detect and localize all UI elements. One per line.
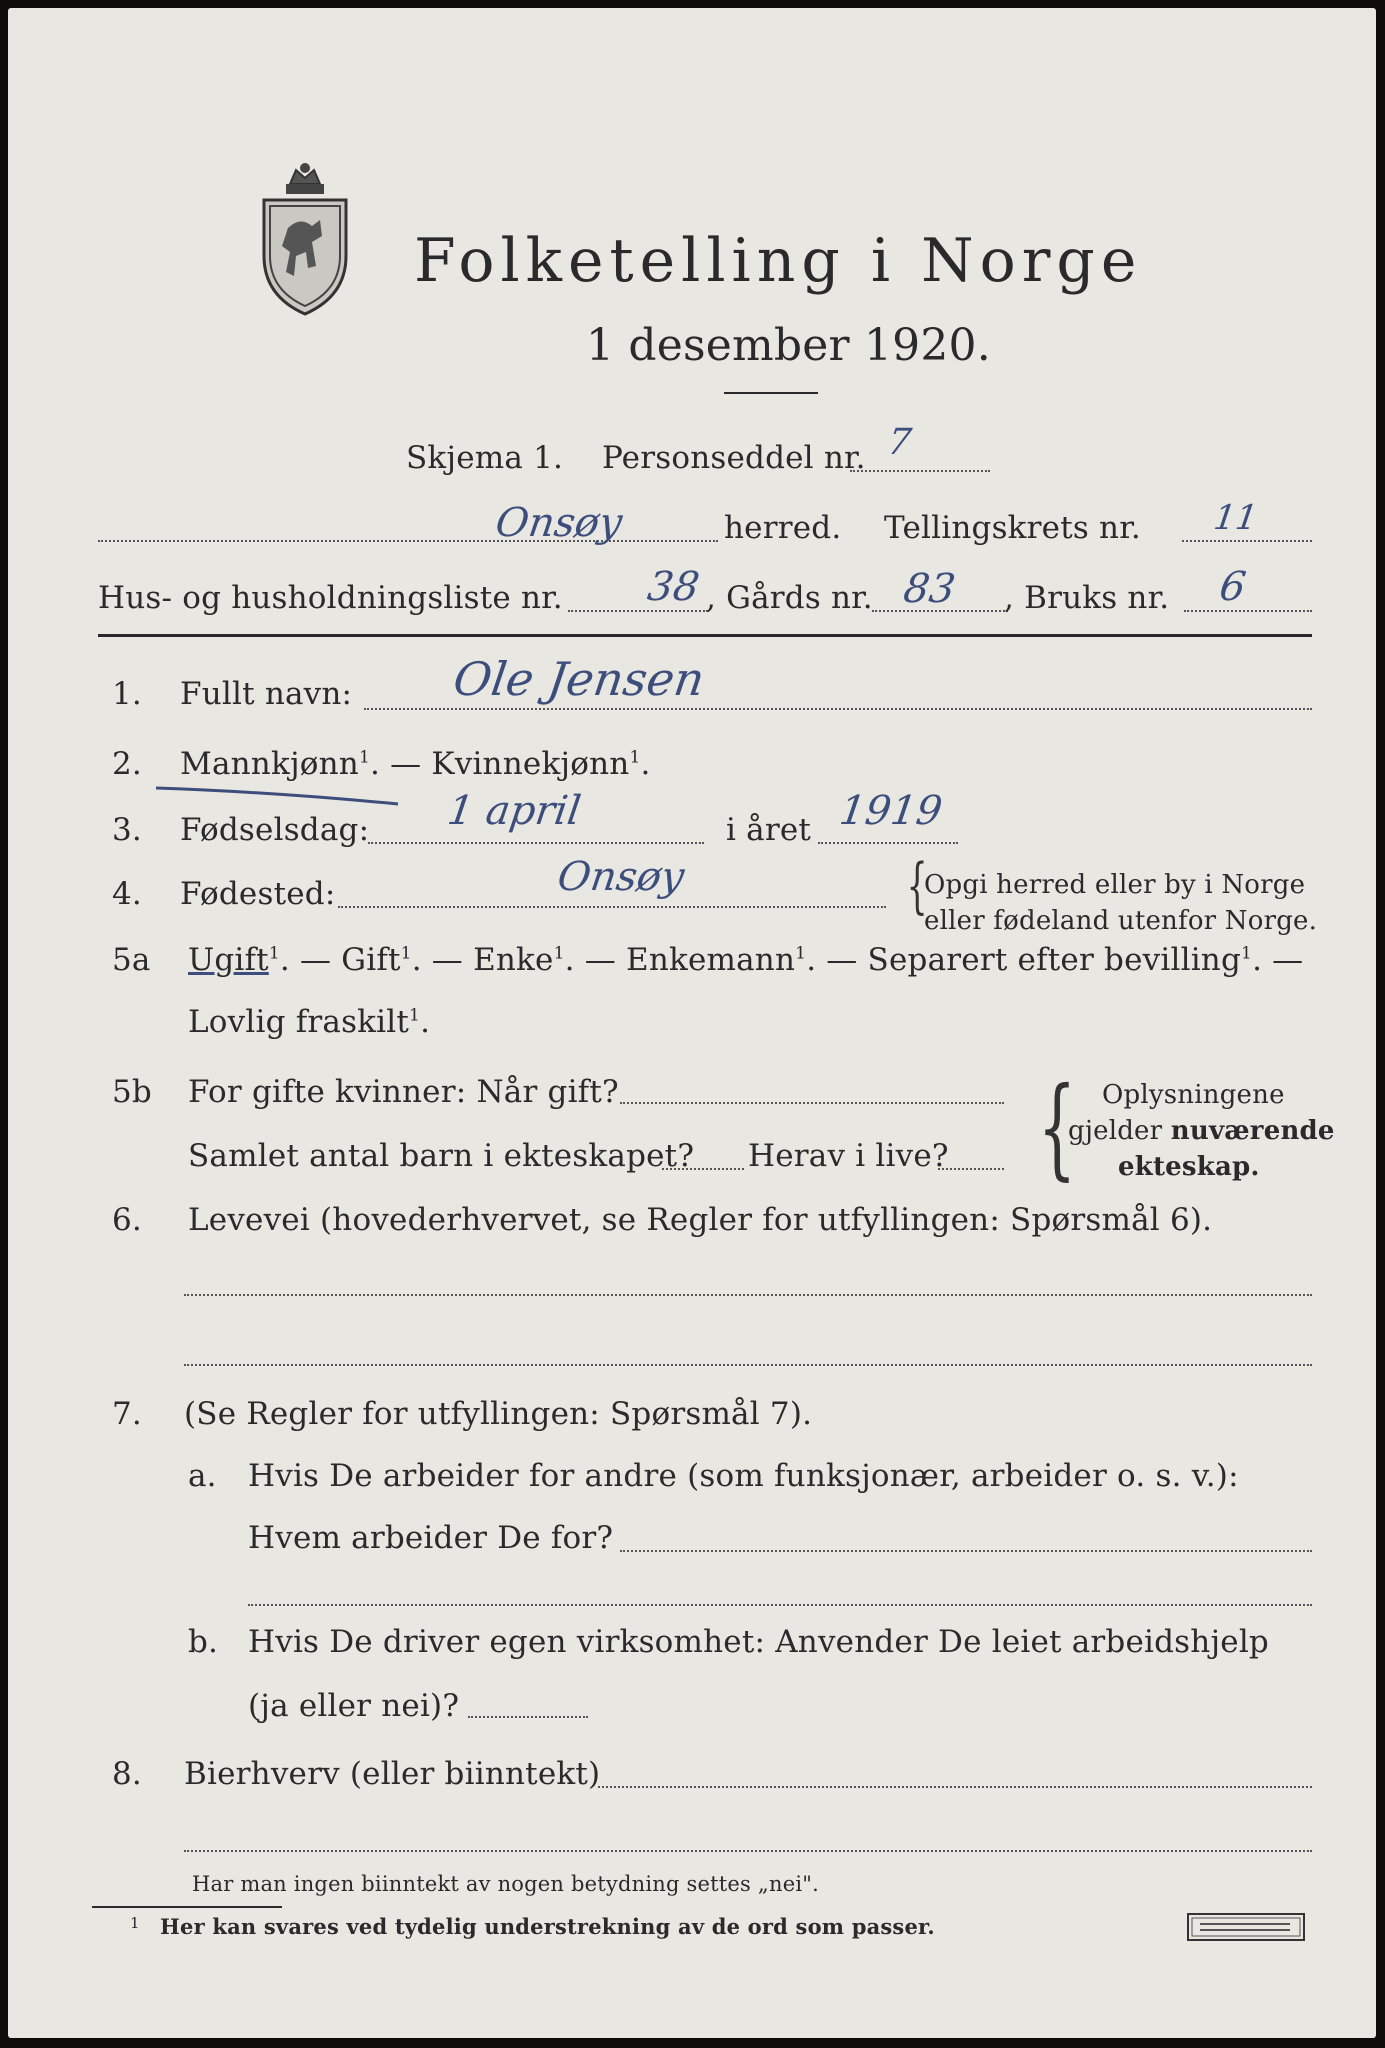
q5b-line-1: For gifte kvinner: Når gift? (188, 1074, 619, 1110)
q4-note-2: eller fødeland utenfor Norge. (924, 906, 1318, 936)
q7-label: (Se Regler for utfyllingen: Spørsmål 7). (184, 1396, 813, 1432)
bruks-label: , Bruks nr. (1004, 580, 1170, 616)
q5b-married-line (620, 1102, 1004, 1104)
bruks-line (1184, 610, 1312, 612)
q7a-number: a. (188, 1458, 217, 1494)
gender-male[interactable]: Mannkjønn (180, 746, 359, 782)
q7b-line-2: (ja eller nei)? (248, 1688, 460, 1724)
q6-label: Levevei (hovederhvervet, se Regler for utfyllingen: Spørsmål 6). (188, 1202, 1213, 1238)
q6-number: 6. (112, 1202, 142, 1238)
q5b-children-line (662, 1168, 744, 1170)
gender-female[interactable]: Kvinnekjønn (431, 746, 630, 782)
q7a-line-1: Hvis De arbeider for andre (som funksjonær, arbeider o. s. v.): (248, 1458, 1239, 1494)
q5b-note-2: gjelder nuværende (1068, 1116, 1335, 1146)
q7b-line-1: Hvis De driver egen virksomhet: Anvender De leiet arbeidshjelp (248, 1624, 1269, 1660)
census-date: 1 desember 1920. (586, 320, 991, 371)
gards-label: , Gårds nr. (706, 580, 873, 616)
birthday-value[interactable]: 1 april (444, 788, 584, 834)
q5b-brace: { (1037, 1063, 1077, 1191)
footnote-text: Her kan svares ved tydelig understrekning av de ord som passer. (160, 1914, 935, 1939)
herred-value[interactable]: Onsøy (492, 500, 625, 546)
q3-line (368, 842, 704, 844)
q1-line (364, 708, 1312, 710)
herred-line (98, 540, 718, 542)
q8-line-1 (598, 1786, 1312, 1788)
q6-line-1 (184, 1294, 1312, 1296)
bruks-value[interactable]: 6 (1216, 564, 1249, 610)
option-enkemann[interactable]: . — Enkemann (564, 942, 796, 978)
tellingskrets-label: Tellingskrets nr. (884, 510, 1141, 546)
q5b-alive-line (938, 1168, 1004, 1170)
schema-label: Skjema 1. (406, 440, 564, 476)
q7a-line-extra (248, 1604, 1312, 1606)
q7-number: 7. (112, 1396, 142, 1432)
q5b-number: 5b (112, 1074, 152, 1110)
footnote-divider (92, 1906, 282, 1908)
census-form (8, 8, 1376, 2038)
q5b-note-1: Oplysningene (1102, 1080, 1285, 1110)
q8-number: 8. (112, 1756, 142, 1792)
q6-line-2 (184, 1364, 1312, 1366)
q4-label: Fødested: (180, 876, 336, 912)
q5a-line-2: Lovlig fraskilt$^1$. (188, 1004, 431, 1040)
q5b-line-2b: Herav i live? (748, 1138, 949, 1174)
birthplace-value[interactable]: Onsøy (554, 854, 687, 900)
q5a-number: 5a (112, 942, 151, 978)
q3-year-label: i året (726, 812, 812, 848)
herred-label: herred. (724, 510, 842, 546)
q3-label: Fødselsdag: (180, 812, 370, 848)
q2-gender: Mannkjønn$^1$. — Kvinnekjønn$^1$. (180, 746, 651, 782)
q4-line (338, 906, 886, 908)
q4-brace: { (906, 851, 928, 921)
q5b-line-2a: Samlet antal barn i ekteskapet? (188, 1138, 695, 1174)
full-name-value[interactable]: Ole Jensen (450, 652, 708, 706)
q1-label: Fullt navn: (180, 676, 353, 712)
q8-label: Bierhverv (eller biinntekt) (184, 1756, 601, 1792)
q2-number: 2. (112, 746, 142, 782)
tellingskrets-value[interactable]: 11 (1211, 498, 1261, 538)
husliste-value[interactable]: 38 (644, 564, 703, 610)
q5b-note-3: ekteskap. (1118, 1152, 1260, 1182)
footer-note: Har man ingen biinntekt av nogen betydning settes „nei". (192, 1872, 819, 1896)
option-enke[interactable]: . — Enke (411, 942, 554, 978)
husliste-line (568, 610, 708, 612)
personseddel-value[interactable]: 7 (885, 422, 914, 463)
q8-line-2 (184, 1850, 1312, 1852)
option-fraskilt[interactable]: Lovlig fraskilt (188, 1004, 410, 1040)
q1-number: 1. (112, 676, 142, 712)
option-ugift[interactable]: Ugift (188, 942, 269, 978)
birth-year-value[interactable]: 1919 (836, 788, 946, 834)
q7a-line-2: Hvem arbeider De for? (248, 1520, 614, 1556)
q5a-options: Ugift$^1$. — Gift$^1$. — Enke$^1$. — Enkemann$^1$. — Separert efter bevilling$^1$. — (188, 942, 1304, 978)
footnote-mark: 1 (130, 1914, 140, 1932)
q3-number: 3. (112, 812, 142, 848)
personseddel-label: Personseddel nr. (602, 440, 866, 476)
q7b-number: b. (188, 1624, 219, 1660)
option-gift[interactable]: . — Gift (279, 942, 401, 978)
personseddel-line (850, 470, 990, 472)
coat-of-arms-icon (250, 156, 360, 316)
form-title: Folketelling i Norge (414, 226, 1143, 296)
q7a-employer-line (620, 1550, 1312, 1552)
husliste-label: Hus- og husholdningsliste nr. (98, 580, 563, 616)
q4-number: 4. (112, 876, 142, 912)
tellingskrets-line (1182, 540, 1312, 542)
header-rule (98, 634, 1312, 637)
printer-stamp-icon (1186, 1912, 1306, 1942)
option-separert[interactable]: . — Separert efter bevilling (806, 942, 1242, 978)
q4-note-1: Opgi herred eller by i Norge (924, 870, 1306, 900)
title-divider (724, 392, 818, 394)
gards-value[interactable]: 83 (900, 566, 959, 612)
q3-year-line (818, 842, 958, 844)
male-underline-mark (154, 782, 404, 812)
q7b-answer-line (468, 1716, 588, 1718)
